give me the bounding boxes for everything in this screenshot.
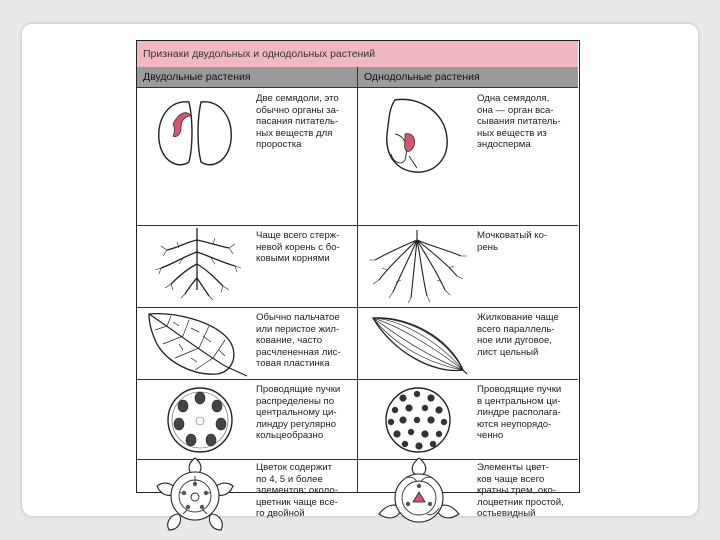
dicot-stem-text: Проводящие пучки распределены по центральному ци- линдру регулярно кольцеобразно <box>256 384 341 442</box>
dicot-seed-text: Две семядоли, это обычно органы за- пасания питатель- ных веществ для проростка <box>256 93 340 151</box>
header-dicot: Двудольные растения <box>137 67 357 87</box>
taproot-illustration <box>149 228 245 304</box>
monocot-seed-text: Одна семядоля, она — орган вса- сывания питатель- ных веществ из эндосперма <box>477 93 561 151</box>
table-title: Признаки двудольных и однодольных растений <box>137 41 578 67</box>
monocot-flower-text: Элементы цвет- ков чаще всего кратны трем, око- лоцветник простой, остьевидный <box>477 462 564 520</box>
dicot-flower-text: Цветок содержит по 4, 5 и более элементов; около- цветник чаще все- го двойной <box>256 462 338 520</box>
table-row-seed <box>137 87 578 226</box>
monocot-seed-illustration <box>375 94 461 178</box>
monocot-leaf-text: Жилкование чаще всего параллель- ное или дуговое, лист цельный <box>477 312 559 358</box>
table-row-root <box>137 225 578 308</box>
monocot-leaf-illustration <box>369 312 469 376</box>
dicot-root-text: Чаще всего стерж- невой корень с бо- ковыми корнями <box>256 230 340 265</box>
comparison-table <box>136 40 580 520</box>
monocot-root-text: Мочковатый ко- рень <box>477 230 548 253</box>
table-row-stem <box>137 379 578 460</box>
dicot-leaf-illustration <box>143 310 253 378</box>
monocot-stem-text: Проводящие пучки в центральном ци- линдре располага- ются неупорядо- ченно <box>477 384 562 442</box>
dicot-seed-illustration <box>151 94 241 174</box>
dicot-leaf-text: Обычно пальчатое или перистое жил- кование, часто расчлененная лис- товая пластинка <box>256 312 341 370</box>
header-monocot: Однодольные растения <box>358 67 578 87</box>
dicot-flower-diagram <box>153 456 237 536</box>
table-row-flower <box>137 459 578 520</box>
dicot-stem-section <box>165 384 235 456</box>
monocot-flower-diagram <box>377 456 461 536</box>
monocot-stem-section <box>383 384 453 456</box>
fibrous-root-illustration <box>367 230 467 304</box>
table-row-leaf <box>137 307 578 380</box>
